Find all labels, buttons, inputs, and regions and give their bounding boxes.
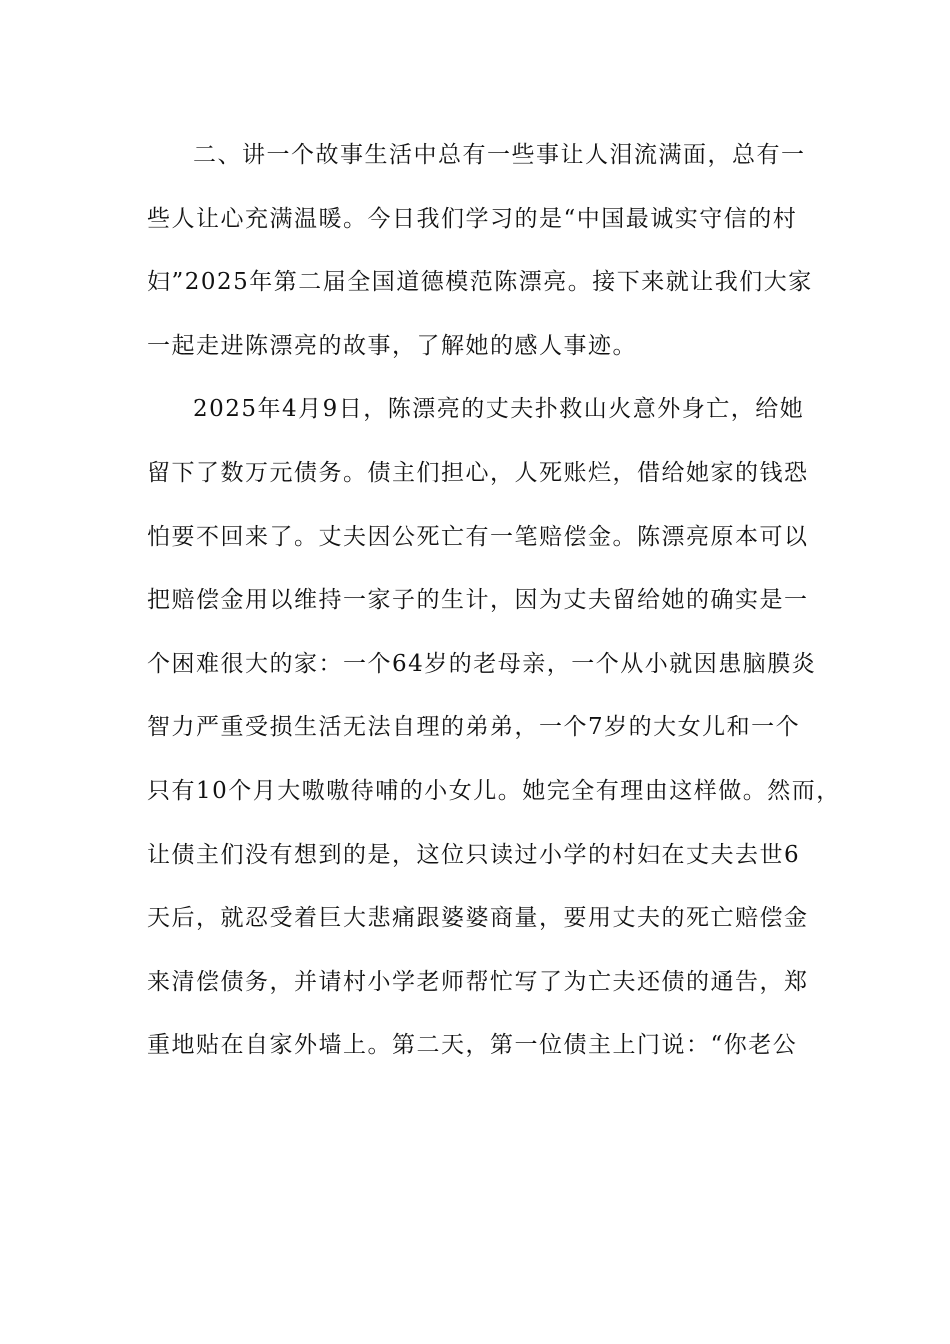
text-line: 让债主们没有想到的是，这位只读过小学的村妇在丈夫去世6 bbox=[147, 841, 801, 868]
paragraph-1 bbox=[147, 124, 813, 378]
text-line: 怕要不回来了。丈夫因公死亡有一笔赔偿金。陈漂亮原本可以 bbox=[147, 523, 809, 550]
body-text bbox=[147, 124, 841, 1078]
text-line: 一起走进陈漂亮的故事，了解她的感人事迹。 bbox=[147, 332, 637, 359]
text-line: 来清偿债务，并请村小学老师帮忙写了为亡夫还债的通告，郑 bbox=[147, 968, 809, 995]
text-line: 些人让心充满温暖。今日我们学习的是“中国最诚实守信的村 bbox=[147, 205, 798, 232]
text-line: 重地贴在自家外墙上。第二天，第一位债主上门说：“你老公 bbox=[147, 1032, 798, 1059]
text-line: 2025年4月9日，陈漂亮的丈夫扑救山火意外身亡，给她 bbox=[193, 396, 805, 423]
text-line: 个困难很大的家：一个64岁的老母亲，一个从小就因患脑膜炎 bbox=[147, 650, 817, 677]
paragraph-2 bbox=[147, 378, 841, 1078]
text-line: 留下了数万元债务。债主们担心，人死账烂，借给她家的钱恐 bbox=[147, 459, 809, 486]
text-line: 把赔偿金用以维持一家子的生计，因为丈夫留给她的确实是一 bbox=[147, 587, 809, 614]
text-line: 只有10个月大嗷嗷待哺的小女儿。她完全有理由这样做。然而， bbox=[147, 777, 841, 804]
text-line: 智力严重受损生活无法自理的弟弟，一个7岁的大女儿和一个 bbox=[147, 714, 801, 741]
text-line: 二、讲一个故事生活中总有一些事让人泪流满面，总有一 bbox=[193, 142, 806, 168]
text-line: 妇”2025年第二届全国道德模范陈漂亮。接下来就让我们大家 bbox=[147, 269, 813, 296]
text-line: 天后，就忍受着巨大悲痛跟婆婆商量，要用丈夫的死亡赔偿金 bbox=[147, 905, 809, 932]
